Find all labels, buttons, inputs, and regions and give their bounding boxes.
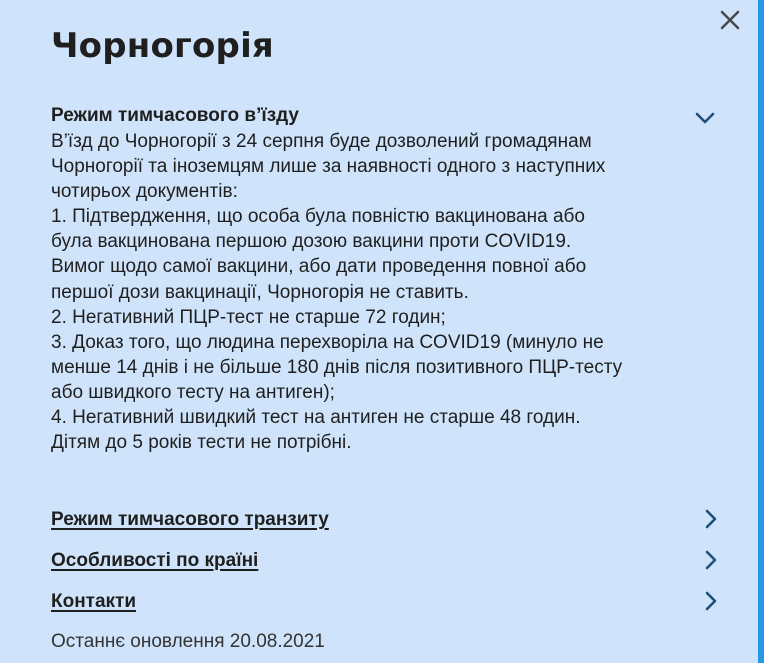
section-contacts-link[interactable]: Контакти (51, 591, 137, 612)
chevron-right-icon[interactable] (700, 590, 722, 612)
section-entry-regime (51, 103, 731, 455)
entry-text-line: 4. Негативний швидкий тест на антиген не старше 48 годин. (51, 407, 581, 429)
chevron-right-icon[interactable] (700, 508, 722, 530)
entry-text-line: 2. Негативний ПЦР-тест не старше 72 годин; (51, 306, 446, 328)
section-transit-regime-link[interactable]: Режим тимчасового транзиту (51, 509, 329, 530)
section-contacts-header[interactable] (51, 589, 731, 615)
section-entry-regime-header[interactable] (51, 103, 731, 129)
section-country-specifics-header[interactable] (51, 548, 731, 574)
entry-text-line: або швидкого тесту на антиген); (51, 381, 335, 403)
entry-text-line: 3. Доказ того, що людина перехворіла на COVID19 (минуло не (51, 331, 604, 353)
section-contacts[interactable] (51, 589, 731, 615)
panel-edge (758, 0, 764, 663)
section-transit-regime[interactable] (51, 507, 731, 533)
close-icon[interactable] (716, 6, 744, 34)
section-entry-regime-label[interactable]: Режим тимчасового в’їзду (51, 105, 300, 126)
entry-text-line: Вимог щодо самої вакцини, або дати проведення повної або (51, 256, 587, 278)
entry-text-line: Чорногорії та іноземцям лише за наявності одного з наступних (51, 156, 606, 178)
section-entry-regime-body (51, 129, 731, 455)
page-title: Чорногорія (51, 26, 274, 66)
chevron-down-icon[interactable] (694, 107, 716, 129)
entry-text-line: менше 14 днів і не більше 180 днів після позитивного ПЦР-тесту (51, 356, 623, 378)
entry-text-line: першої дози вакцинації, Чорногорія не ставить. (51, 281, 469, 303)
section-country-specifics-link[interactable]: Особливості по країні (51, 550, 259, 571)
close-button[interactable] (716, 6, 744, 34)
entry-text-line: чотирьох документів: (51, 181, 238, 203)
entry-text-line: В’їзд до Чорногорії з 24 серпня буде дозволений громадянам (51, 131, 592, 152)
entry-text-line: 1. Підтвердження, що особа була повністю вакцинована або (51, 206, 585, 228)
section-country-specifics[interactable] (51, 548, 731, 574)
entry-text-line: Дітям до 5 років тести не потрібні. (51, 432, 352, 454)
last-updated-text: Останнє оновлення 20.08.2021 (51, 631, 325, 652)
entry-text-line: була вакцинована першою дозою вакцини проти COVID19. (51, 231, 572, 253)
chevron-right-icon[interactable] (700, 549, 722, 571)
section-transit-regime-header[interactable] (51, 507, 731, 533)
